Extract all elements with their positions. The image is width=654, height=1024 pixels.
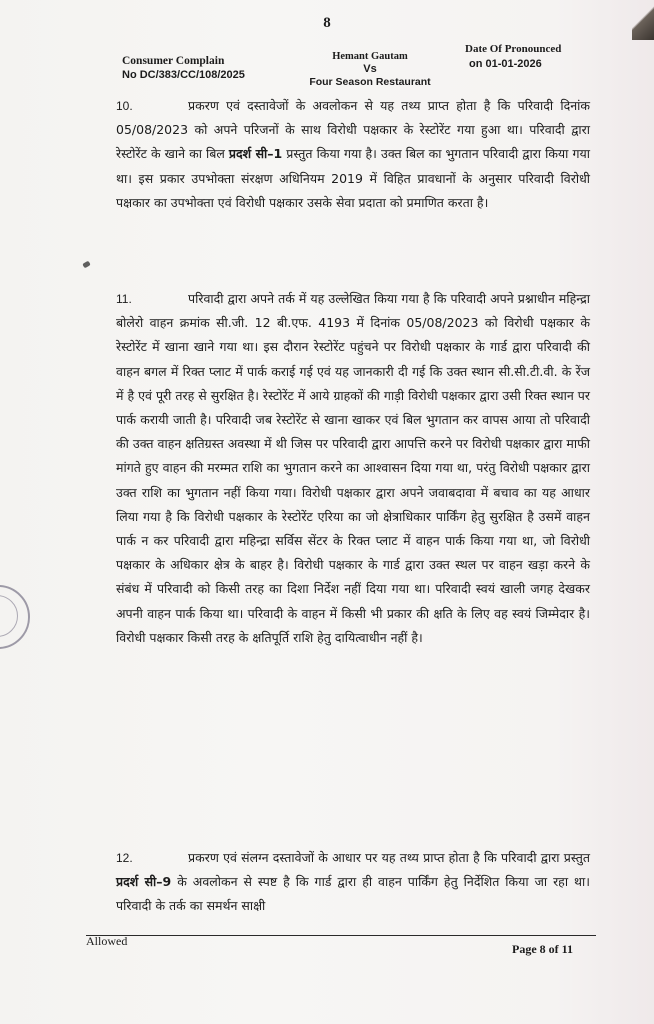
- paragraph-text: के अवलोकन से स्पष्ट है कि गार्ड द्वारा ही वाहन पार्किंग हेतु निर्देशित किया जा रहा था। परिवादी के तर्क का समर्थन साक्षी: [116, 874, 590, 914]
- footer-divider: [86, 935, 596, 936]
- paragraph-number: 12.: [116, 851, 133, 865]
- exhibit-reference: प्रदर्श सी–9: [116, 874, 172, 890]
- case-number-block: [122, 54, 245, 82]
- pronouncement-date-block: [465, 42, 561, 72]
- paragraph-10: [116, 94, 590, 215]
- paragraph-text: प्रकरण एवं दस्तावेजों के अवलोकन से यह तथ्य प्राप्त होता है कि परिवादी दिनांक 05/08/2023 को अपने परिजनों के साथ विरोधी पक्षकार के रेस्टोरेंट गया हुआ था। परिवादी द्वारा रेस्टोरेंट के खाने का बिल: [116, 98, 590, 162]
- paragraph-12: [116, 846, 590, 919]
- parties-block: [300, 50, 440, 89]
- complainant-name: Hemant Gautam: [332, 51, 408, 62]
- exhibit-reference: प्रदर्श सी–1: [228, 146, 283, 162]
- top-page-number: 8: [323, 15, 331, 31]
- footer-status: Allowed: [86, 934, 128, 948]
- paragraph-text: प्रकरण एवं संलग्न दस्तावेजों के आधार पर यह तथ्य प्राप्त होता है कि परिवादी द्वारा प्रस्तुत: [188, 850, 590, 865]
- case-number: No DC/383/CC/108/2025: [122, 69, 245, 81]
- paragraph-text: प्रस्तुत किया गया है। उक्त बिल का भुगतान परिवादी द्वारा किया गया था। इस प्रकार उपभोक्ता संरक्षण अधिनियम 2019 में विहित प्रावधानों के अनुसार परिवादी विरोधी पक्षकार का उपभोक्ता एवं विरोधी पक्षकार उसके सेवा प्रदाता को प्रमाणित करता है।: [116, 146, 590, 210]
- paragraph-number: 10.: [116, 99, 133, 113]
- ink-mark: [82, 261, 91, 269]
- respondent-name: Four Season Restaurant: [309, 76, 431, 88]
- versus-label: Vs: [363, 63, 377, 75]
- footer-page-indicator: Page 8 of 11: [512, 942, 573, 956]
- paragraph-11: [116, 287, 590, 650]
- paragraph-number: 11.: [116, 292, 132, 306]
- pronouncement-date: on 01-01-2026: [469, 58, 542, 70]
- case-type-label: Consumer Complain: [122, 55, 225, 67]
- paragraph-text: परिवादी द्वारा अपने तर्क में यह उल्लेखित किया गया है कि परिवादी अपने प्रश्नाधीन महिन्द्रा बोलेरो वाहन क्रमांक सी.जी. 12 बी.एफ. 4193 में दिनांक 05/08/2023 को विरोधी पक्षकार के रेस्टोरेंट में खाना खाने गया था। इस दौरान रेस्टोरेंट पहुंचने पर विरोधी पक्षकार के गार्ड द्वारा परिवादी की वाहन बगल में रिक्त प्लाट में पार्क कराई गई एवं यह जानकारी दी गई कि उक्त स्थान सी.सी.टी.वी. के रेंज में है एवं पूरी तरह से सुरक्षित है। रेस्टोरेंट में आये ग्राहकों की गाड़ी विरोधी पक्षकार द्वारा उसी रिक्त स्थान पर पार्क करायी जाती है। परिवादी जब रेस्टोरेंट से खाना खाकर एवं बिल भुगतान कर वापस आया तो परिवादी की उक्त वाहन क्षतिग्रस्त अवस्था में थी जिस पर परिवादी द्वारा आपत्ति करने पर विरोधी पक्षकार द्वारा माफी मांगते हुए वाहन की मरम्मत राशि का भुगतान करने का आश्वासन दिया गया था, परंतु विरोधी पक्षकार द्वारा उक्त राशि का भुगतान नहीं किया गया। विरोधी पक्षकार द्वारा अपने जवाबदावा में बचाव का यह आधार लिया गया है कि विरोधी पक्षकार के रेस्टोरेंट एरिया का जो क्षेत्राधिकार पार्किंग हेतु सुरक्षित है उसमें वाहन पार्क न कर परिवादी द्वारा महिन्द्रा सर्विस सेंटर के रिक्त प्लाट में वाहन पार्क किया गया था, जो विरोधी पक्षकार के अधिकार क्षेत्र के बाहर है। विरोधी पक्षकार के गार्ड द्वारा उक्त स्थल पर वाहन खड़ा करने के संबंध में परिवादी को किसी तरह का दिशा निर्देश नहीं दिया गया था। परिवादी स्वयं खाली जगह देखकर अपनी वाहन पार्क किया था। परिवादी के वाहन में किसी भी प्रकार की क्षति के लिए वह स्वयं जिम्मेदार है। विरोधी पक्षकार किसी तरह के क्षतिपूर्ति राशि हेतु दायित्वाधीन नहीं है।: [116, 291, 590, 645]
- pronouncement-label: Date Of Pronounced: [465, 43, 562, 55]
